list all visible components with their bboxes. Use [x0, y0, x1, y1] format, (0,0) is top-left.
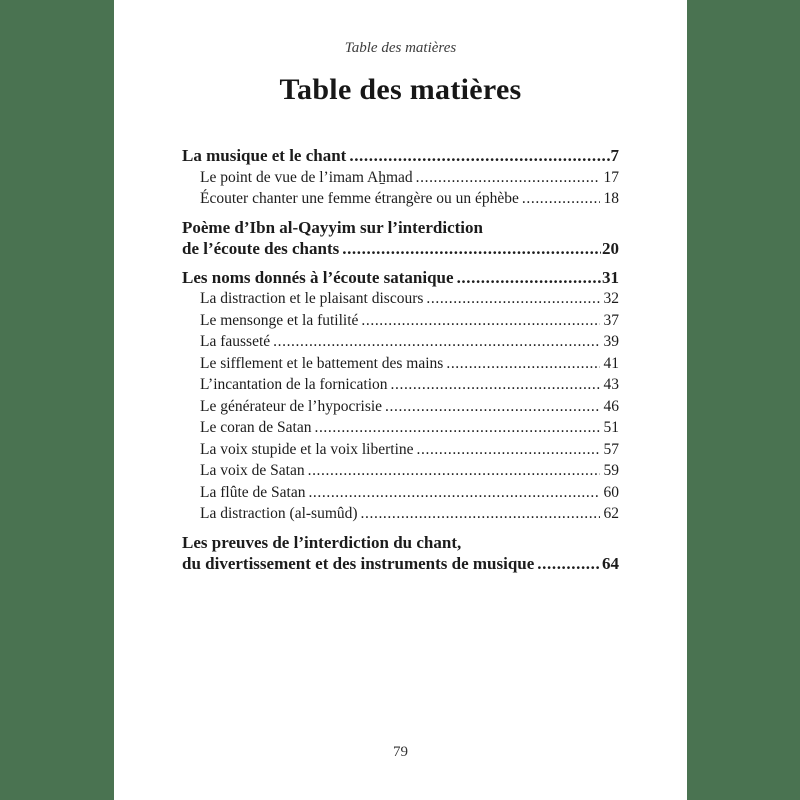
- toc-entry: [182, 217, 619, 260]
- toc-entry-label: La flûte de Satan: [200, 483, 306, 501]
- dot-leader: [417, 439, 600, 461]
- toc-entry: [182, 310, 619, 332]
- toc-entry-page: 32: [603, 290, 619, 307]
- toc-entry-label: Les noms donnés à l’écoute satanique: [182, 267, 454, 287]
- toc-entry: [182, 532, 619, 575]
- toc-entry-label: La voix stupide et la voix libertine: [200, 440, 414, 458]
- toc-entry-page: 62: [603, 505, 619, 522]
- toc-entry-label: L’incantation de la fornication: [200, 376, 388, 393]
- toc-entry-label: La distraction (al-sumûd): [200, 505, 358, 522]
- toc-entry: [182, 188, 619, 210]
- toc-entry-page: 41: [603, 354, 619, 372]
- toc-entry-label: Le générateur de l’hypocrisie: [200, 397, 383, 415]
- book-page: [114, 0, 687, 800]
- dot-leader: [314, 417, 599, 439]
- dot-leader: [522, 188, 600, 210]
- page-title: Table des matières: [279, 73, 522, 106]
- dot-leader: [349, 145, 609, 167]
- toc-entry: [182, 460, 619, 482]
- toc-entry-line: Poème d’Ibn al-Qayyim sur l’interdiction: [182, 217, 483, 237]
- toc-entry-label: Écouter chanter une femme étrangère ou un éphèbe: [200, 190, 519, 207]
- dot-leader: [361, 503, 600, 525]
- dot-leader: [361, 310, 599, 332]
- toc-entry-page: 59: [603, 462, 619, 479]
- dot-leader: [308, 460, 600, 482]
- dot-leader: [426, 288, 599, 310]
- folio-page-number: 79: [393, 744, 408, 760]
- toc-entry-page: 20: [602, 239, 619, 258]
- toc-entry-label: de l’écoute des chants: [182, 239, 340, 258]
- toc-entry: [182, 439, 619, 461]
- dot-leader: [273, 331, 599, 353]
- toc-entry-label: La musique et le chant: [182, 146, 347, 165]
- toc-entry-label: La distraction et le plaisant discours: [200, 290, 424, 307]
- dot-leader: [385, 396, 599, 418]
- dot-leader: [308, 482, 599, 504]
- page-content: [114, 0, 687, 575]
- toc-entry: [182, 331, 619, 353]
- toc-entry-label: La fausseté: [200, 333, 271, 350]
- toc-entry-page: 57: [603, 440, 619, 458]
- toc-entry-page: 7: [610, 146, 619, 165]
- toc-entry-label: Le sifflement et le battement des mains: [200, 354, 444, 372]
- dot-leader: [446, 353, 599, 375]
- dot-leader: [342, 238, 601, 260]
- dot-leader: [537, 553, 601, 575]
- toc-entry-label: du divertissement et des instruments de musique: [182, 554, 535, 573]
- toc-entry-page: 31: [602, 267, 619, 287]
- toc-entry-page: 51: [603, 419, 619, 436]
- toc-entry-page: 43: [603, 376, 619, 393]
- toc-entry-label: Le point de vue de l’imam Aẖmad: [200, 168, 413, 186]
- toc-entry-page: 18: [603, 190, 619, 207]
- toc-entry: [182, 503, 619, 525]
- toc-entry-page: 60: [603, 483, 619, 501]
- toc-entry-page: 39: [603, 333, 619, 350]
- toc-entry: [182, 353, 619, 375]
- toc-entry-label: La voix de Satan: [200, 462, 305, 479]
- toc-list: [182, 145, 619, 575]
- toc-entry-page: 17: [603, 168, 619, 186]
- toc-entry-line: Les preuves de l’interdiction du chant,: [182, 532, 462, 552]
- toc-entry: [182, 482, 619, 504]
- toc-entry: [182, 167, 619, 189]
- toc-entry-label: Le coran de Satan: [200, 419, 312, 436]
- toc-entry: [182, 145, 619, 167]
- toc-entry: [182, 267, 619, 289]
- dot-leader: [391, 374, 600, 396]
- dot-leader: [416, 167, 600, 189]
- toc-entry: [182, 288, 619, 310]
- toc-entry-page: 64: [602, 554, 619, 573]
- toc-entry: [182, 374, 619, 396]
- dot-leader: [457, 267, 601, 289]
- running-header: Table des matières: [344, 40, 457, 56]
- toc-entry-page: 37: [603, 311, 619, 329]
- toc-entry: [182, 417, 619, 439]
- toc-entry-page: 46: [603, 397, 619, 415]
- toc-entry-label: Le mensonge et la futilité: [200, 311, 359, 329]
- toc-entry: [182, 396, 619, 418]
